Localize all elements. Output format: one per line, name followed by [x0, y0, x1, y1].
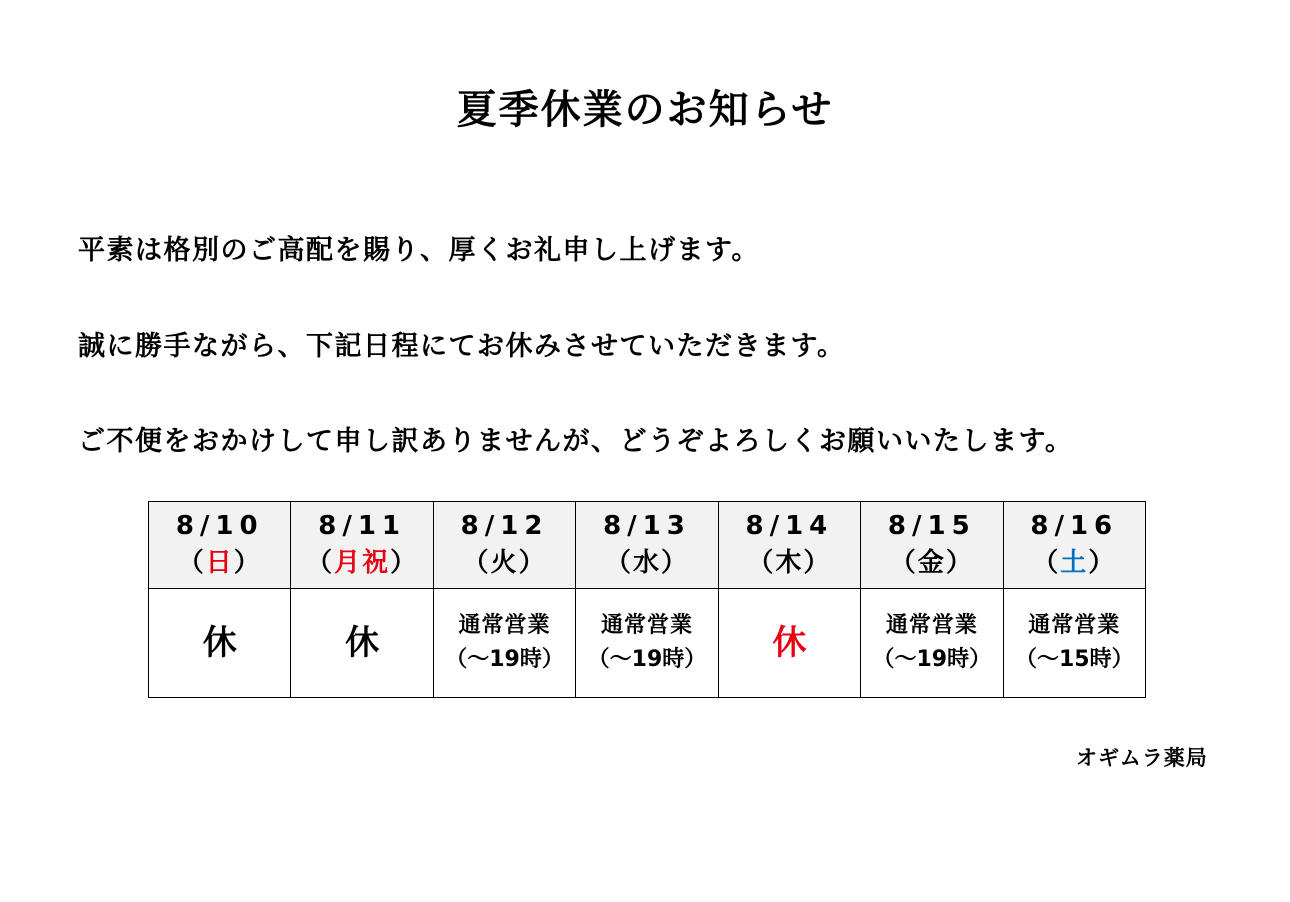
closed-label: 休	[202, 623, 237, 663]
weekday-name: 日	[205, 548, 234, 578]
weekday-open-paren: （	[306, 548, 335, 578]
regular-hours-label: 通常営業	[600, 613, 693, 638]
day-header-cell	[433, 502, 575, 589]
weekday-open-paren: （	[177, 548, 206, 578]
date-label: 8/11	[318, 511, 407, 541]
closure-announcement-paragraph: 誠に勝手ながら、下記日程にてお休みさせていただきます。	[78, 331, 846, 362]
status-cell	[433, 589, 575, 698]
date-label: 8/12	[460, 511, 549, 541]
status-cell	[149, 589, 291, 698]
greeting-paragraph: 平素は格別のご高配を賜り、厚くお礼申し上げます。	[78, 235, 760, 266]
closing-time: （～19時）	[445, 647, 564, 672]
regular-hours-label: 通常営業	[1028, 613, 1121, 638]
closing-time: （～15時）	[1014, 647, 1134, 672]
weekday-open-paren: （	[1032, 548, 1061, 578]
regular-hours-label: 通常営業	[458, 613, 551, 638]
weekday-label	[149, 544, 290, 582]
day-header-cell	[576, 502, 718, 589]
weekday-label	[291, 544, 432, 582]
weekday-close-paren: ）	[803, 548, 832, 578]
pharmacy-signature: オギムラ薬局	[1076, 746, 1208, 770]
weekday-label	[719, 544, 860, 582]
weekday-label	[434, 544, 575, 582]
date-label: 8/16	[1030, 511, 1119, 541]
weekday-name: 水	[632, 548, 661, 578]
date-label: 8/15	[887, 511, 976, 541]
closing-time: （～19時）	[587, 647, 707, 672]
status-cell	[718, 589, 860, 698]
weekday-open-paren: （	[604, 548, 633, 578]
day-header-cell	[291, 502, 433, 589]
weekday-name: 金	[917, 548, 946, 578]
status-cell	[1003, 589, 1145, 698]
status-cell	[576, 589, 718, 698]
regular-hours-label: 通常営業	[885, 613, 978, 638]
weekday-label	[861, 544, 1002, 582]
weekday-close-paren: ）	[233, 548, 262, 578]
holiday-schedule-table	[148, 501, 1146, 698]
closing-time: （～19時）	[872, 647, 992, 672]
closed-label: 休	[772, 623, 807, 663]
weekday-close-paren: ）	[390, 548, 419, 578]
date-label: 8/14	[745, 511, 834, 541]
weekday-close-paren: ）	[660, 548, 689, 578]
status-row	[149, 589, 1146, 698]
day-header-cell	[718, 502, 860, 589]
day-header-cell	[149, 502, 291, 589]
date-header-row	[149, 502, 1146, 589]
closed-label: 休	[345, 623, 380, 663]
weekday-close-paren: ）	[518, 548, 547, 578]
weekday-name: 木	[775, 548, 804, 578]
notice-title: 夏季休業のお知らせ	[456, 87, 834, 133]
weekday-name: 月祝	[334, 548, 391, 578]
date-label: 8/10	[175, 511, 264, 541]
status-cell	[291, 589, 433, 698]
weekday-close-paren: ）	[1088, 548, 1117, 578]
day-header-cell	[861, 502, 1003, 589]
weekday-name: 火	[490, 548, 519, 578]
weekday-label	[1004, 544, 1145, 582]
date-label: 8/13	[603, 511, 691, 541]
status-cell	[861, 589, 1003, 698]
weekday-open-paren: （	[462, 548, 491, 578]
weekday-name: 土	[1060, 548, 1089, 578]
apology-paragraph: ご不便をおかけして申し訳ありませんが、どうぞよろしくお願いいたします。	[78, 426, 1074, 457]
weekday-close-paren: ）	[945, 548, 974, 578]
weekday-open-paren: （	[747, 548, 776, 578]
weekday-open-paren: （	[889, 548, 918, 578]
weekday-label	[576, 544, 717, 582]
day-header-cell	[1003, 502, 1145, 589]
